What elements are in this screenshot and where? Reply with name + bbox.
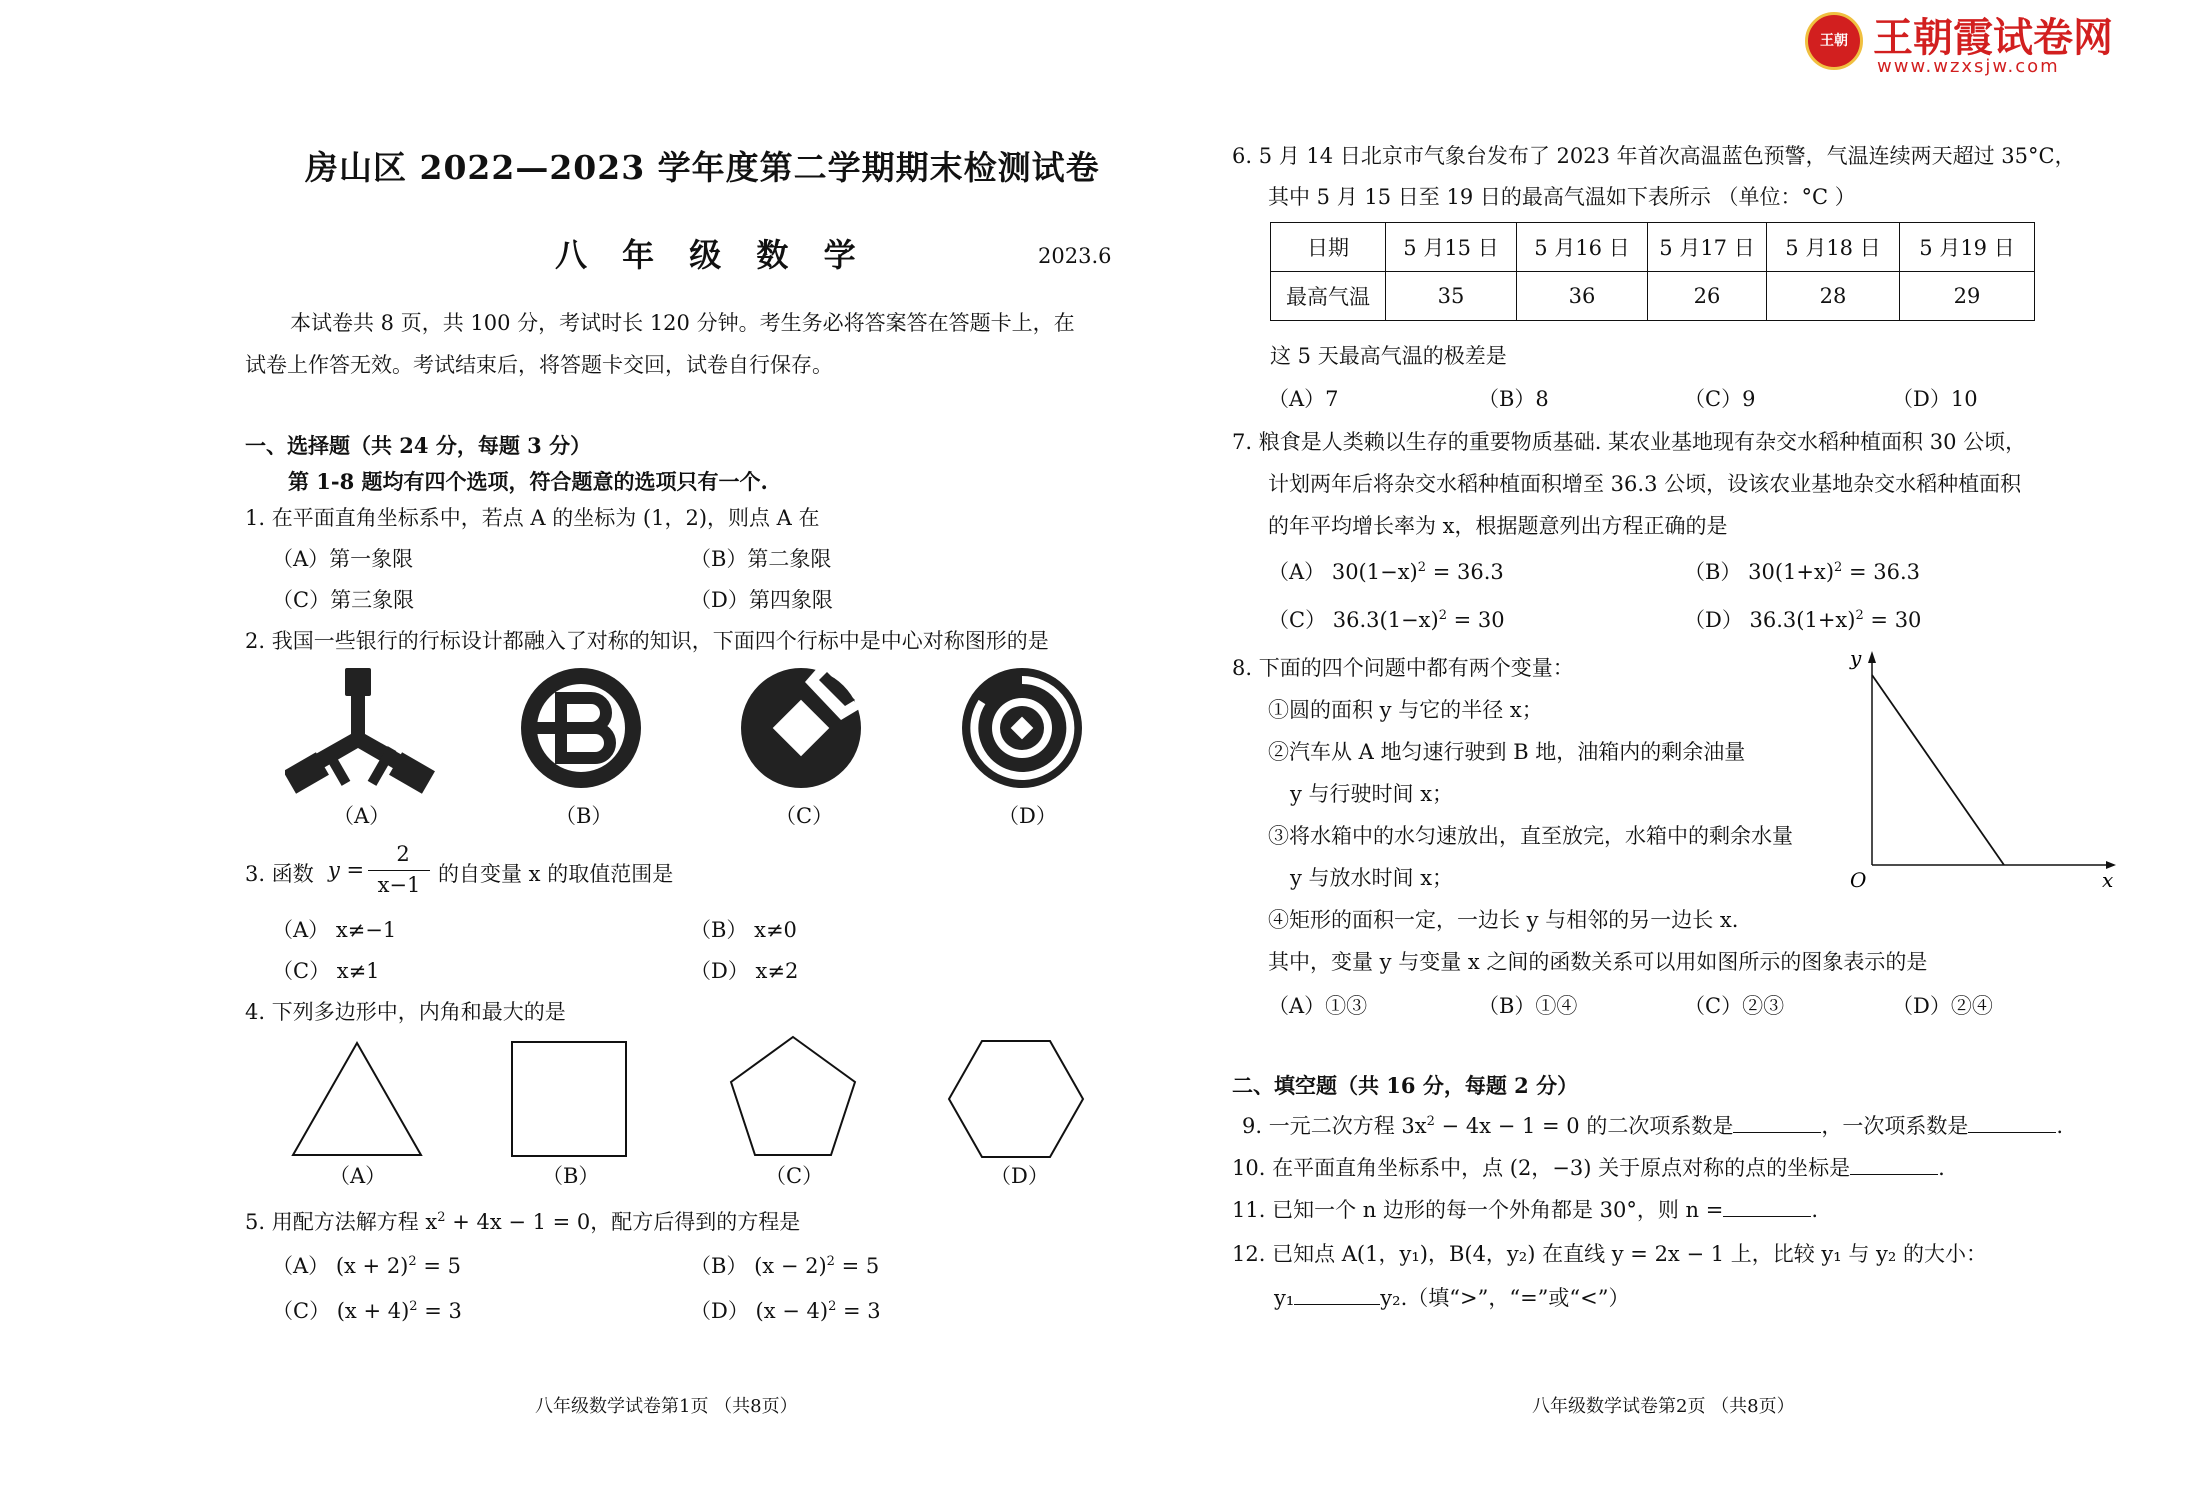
q6-stem-1: 6. 5 月 14 日北京市气象台发布了 2023 年首次高温蓝色预警，气温连续两天超过 35°C， [1232, 144, 2076, 168]
q4-label-a: （A） [329, 1164, 387, 1188]
q8-axis-x-label: x [2102, 868, 2114, 890]
temperature-table [1270, 222, 2035, 321]
q8-option-b: （B）①④ [1478, 994, 1578, 1018]
q1-option-a: （A）第一象限 [272, 547, 414, 571]
table-cell: 26 [1648, 272, 1767, 321]
q6-option-b: （B）8 [1478, 387, 1549, 411]
exam-page-2 [1092, 0, 2185, 1511]
q2-stem: 2. 我国一些银行的行标设计都融入了对称的知识，下面四个行标中是中心对称图形的是 [245, 629, 1049, 653]
q3-option-d: （D） x≠2 [690, 959, 799, 983]
section-1-title: 一、选择题（共 24 分，每题 3 分） [245, 433, 592, 458]
q8-option-a: （A）①③ [1268, 994, 1368, 1018]
bank-logo-c-icon [735, 662, 867, 794]
q2-label-a: （A） [333, 804, 391, 828]
q3-fraction-bar [368, 870, 430, 871]
q7-stem-1: 7. 粮食是人类赖以生存的重要物质基础. 某农业基地现有杂交水稻种植面积 30 公顷， [1232, 430, 2027, 454]
q3-stem-pre: 3. 函数 [245, 862, 314, 886]
q4-label-b: （B） [542, 1164, 600, 1188]
q3-numerator: 2 [396, 842, 410, 866]
triangle-shape [290, 1040, 424, 1158]
table-row-label: 最高气温 [1271, 272, 1386, 321]
q8-origin-label: O [1850, 868, 1867, 890]
q7-stem-2: 计划两年后将杂交水稻种植面积增至 36.3 公顷，设该农业基地杂交水稻种植面积 [1268, 472, 2022, 496]
site-logo[interactable] [1805, 10, 2135, 78]
table-header-cell: 5 月18 日 [1767, 223, 1900, 272]
q3-option-a: （A） x≠−1 [272, 918, 397, 942]
bank-logo-b-icon [515, 662, 647, 794]
table-row [1271, 223, 2035, 272]
q7-option-a: （A） $30(1-x)^2 = 36.3$ [1268, 560, 1504, 584]
q7-option-b: （B） $30(1+x)^2 = 36.3$ [1684, 560, 1921, 584]
q8-item-3b: y 与放水时间 x； [1290, 866, 1454, 890]
page-2-footer: 八年级数学试卷第2页 （共8页） [1532, 1396, 1795, 1417]
q9-blank-2[interactable] [1968, 1132, 2056, 1133]
q6-option-a: （A）7 [1268, 387, 1339, 411]
table-header-cell: 日期 [1271, 223, 1386, 272]
square-shape [510, 1040, 628, 1158]
q10: 10. 在平面直角坐标系中，点 (2，−3) 关于原点对称的点的坐标是 . [1232, 1156, 1945, 1180]
q3-denominator: x−1 [377, 873, 421, 897]
q8-axis-y-label: y [1850, 646, 1862, 670]
q7-stem-3: 的年平均增长率为 x，根据题意列出方程正确的是 [1268, 514, 1728, 538]
q11-blank[interactable] [1723, 1216, 1811, 1217]
section-2-title: 二、填空题（共 16 分，每题 2 分） [1232, 1073, 1579, 1098]
logo-name: 王朝霞试卷网 [1873, 15, 2113, 61]
table-cell: 28 [1767, 272, 1900, 321]
q4-stem: 4. 下列多边形中，内角和最大的是 [245, 1000, 566, 1024]
q1-option-d: （D）第四象限 [690, 588, 833, 612]
q7-option-c: （C） $36.3(1-x)^2 = 30$ [1268, 608, 1505, 632]
q1-option-c: （C）第三象限 [272, 588, 415, 612]
table-header-cell: 5 月16 日 [1517, 223, 1648, 272]
q5-option-c: （C） $(x + 4)^2 = 3$ [272, 1299, 462, 1323]
q3-stem-post: 的自变量 x 的取值范围是 [438, 862, 674, 886]
q8-item-1: ①圆的面积 y 与它的半径 x； [1268, 698, 1543, 722]
exam-subtitle: 八 年 级 数 学 [555, 236, 868, 274]
q5-option-d: （D） $(x - 4)^2 = 3$ [690, 1299, 881, 1323]
table-header-cell: 5 月19 日 [1900, 223, 2035, 272]
q2-label-d: （D） [998, 804, 1057, 828]
logo-badge-icon: 王朝 [1805, 12, 1863, 70]
q1-stem: 1. 在平面直角坐标系中，若点 A 的坐标为 (1，2)，则点 A 在 [245, 506, 820, 530]
q8-graph [1844, 645, 2124, 890]
q8-option-c: （C）②③ [1684, 994, 1785, 1018]
q3-function-lhs: y = [328, 858, 365, 882]
page-1-footer: 八年级数学试卷第1页 （共8页） [535, 1396, 798, 1417]
table-row [1271, 272, 2035, 321]
section-1-note: 第 1-8 题均有四个选项，符合题意的选项只有一个. [288, 469, 768, 494]
exam-date: 2023.6 [1038, 244, 1112, 268]
q5-stem: 5. 用配方法解方程 $x^2 + 4x - 1 = 0$，配方后得到的方程是 [245, 1210, 801, 1234]
q8-option-d: （D）②④ [1892, 994, 1993, 1018]
pentagon-shape [728, 1034, 858, 1158]
q8-item-4: ④矩形的面积一定，一边长 y 与相邻的另一边长 x. [1268, 908, 1739, 932]
table-header-cell: 5 月15 日 [1386, 223, 1517, 272]
q9-blank-1[interactable] [1733, 1132, 1821, 1133]
q5-option-a: （A） $(x + 2)^2 = 5$ [272, 1254, 461, 1278]
q3-option-b: （B） x≠0 [690, 918, 797, 942]
q6-option-c: （C）9 [1684, 387, 1756, 411]
q8-item-2b: y 与行驶时间 x； [1290, 782, 1454, 806]
table-header-cell: 5 月17 日 [1648, 223, 1767, 272]
q12-line-2: y₁ y₂.（填“>”，“=”或“<”） [1274, 1286, 1630, 1310]
table-cell: 36 [1517, 272, 1648, 321]
table-cell: 35 [1386, 272, 1517, 321]
q1-option-b: （B）第二象限 [690, 547, 832, 571]
q6-question: 这 5 天最高气温的极差是 [1270, 344, 1507, 368]
q7-option-d: （D） $36.3(1+x)^2 = 30$ [1684, 608, 1922, 632]
q2-label-b: （B） [555, 804, 613, 828]
q9: 9. 一元二次方程 $3x^2 - 4x - 1 = 0$ 的二次项系数是 ，一次项系数是 . [1242, 1114, 2064, 1138]
q5-option-b: （B） $(x - 2)^2 = 5$ [690, 1254, 880, 1278]
q8-stem: 8. 下面的四个问题中都有两个变量： [1232, 656, 1574, 680]
q8-item-3a: ③将水箱中的水匀速放出，直至放完，水箱中的剩余水量 [1268, 824, 1793, 848]
q4-label-d: （D） [990, 1164, 1049, 1188]
intro-line-2: 试卷上作答无效。考试结束后，将答题卡交回，试卷自行保存。 [245, 353, 833, 377]
intro-line-1: 本试卷共 8 页，共 100 分，考试时长 120 分钟。考生务必将答案答在答题卡上，在 [290, 311, 1075, 335]
table-cell: 29 [1900, 272, 2035, 321]
q10-blank[interactable] [1850, 1174, 1938, 1175]
q8-item-2a: ②汽车从 A 地匀速行驶到 B 地，油箱内的剩余油量 [1268, 740, 1746, 764]
q11: 11. 已知一个 n 边形的每一个外角都是 30°，则 n = . [1232, 1198, 1819, 1222]
logo-url: www.wzxsjw.com [1877, 56, 2060, 77]
hexagon-shape [946, 1038, 1086, 1160]
q12-line-1: 12. 已知点 A(1，y₁)，B(4，y₂) 在直线 y = 2x − 1 上，比较 y₁ 与 y₂ 的大小： [1232, 1242, 1988, 1266]
q6-stem-2: 其中 5 月 15 日至 19 日的最高气温如下表所示 （单位：°C ） [1268, 185, 1856, 209]
bank-logo-a-icon [285, 668, 435, 800]
q8-question: 其中，变量 y 与变量 x 之间的函数关系可以用如图所示的图象表示的是 [1268, 950, 1928, 974]
q12-blank[interactable] [1294, 1304, 1380, 1305]
exam-title: 房山区 2022—2023 学年度第二学期期末检测试卷 [305, 148, 1100, 187]
q6-option-d: （D）10 [1892, 387, 1978, 411]
q2-label-c: （C） [775, 804, 834, 828]
bank-logo-d-icon [958, 664, 1086, 792]
q4-label-c: （C） [765, 1164, 824, 1188]
q3-option-c: （C） x≠1 [272, 959, 380, 983]
